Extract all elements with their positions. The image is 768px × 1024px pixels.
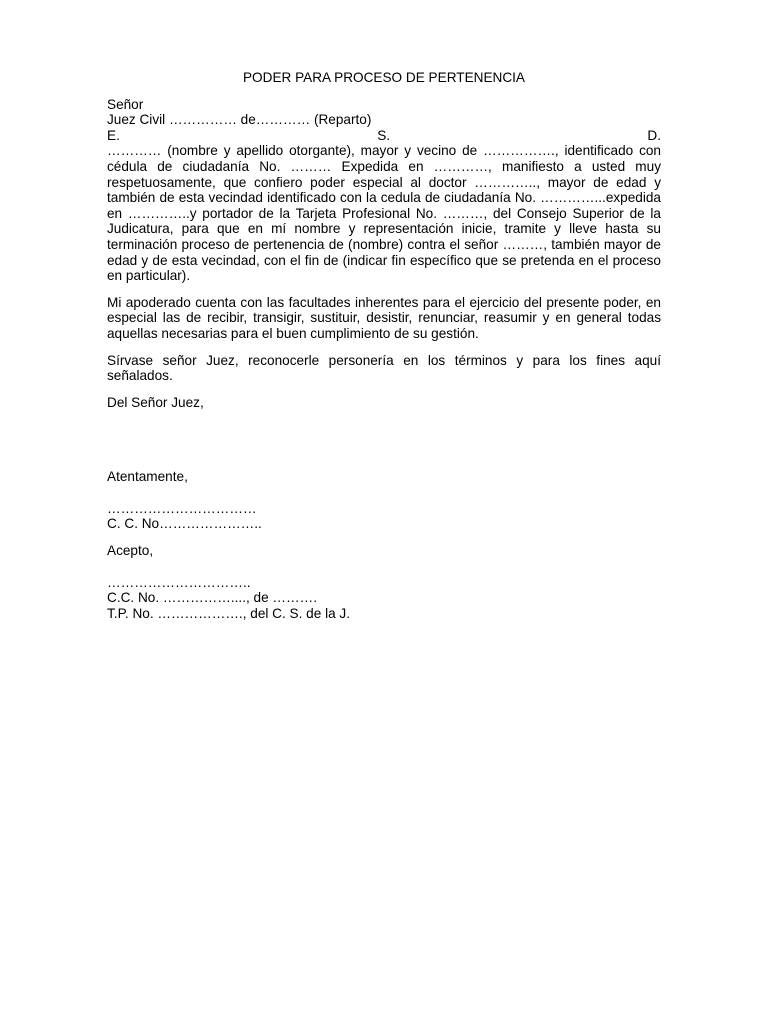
body-paragraph-1: ………… (nombre y apellido otorgante), mayor y vecino de ……………., identificado con cédula de ciudadanía No. ……… Expedida en …………, manifiesto a usted muy respetuosamente, que confiero poder especial al doctor ………….., mayor de edad y también de esta vecindad identificado con la cedula de ciudadanía No. …………...expedida en …………..y portador de la Tarjeta Profesional No. ………, del Consejo Superior de la Judicatura, para que en mí nombre y representación inicie, tramite y lleve hasta su terminación proceso de pertenencia de (nombre) contra el señor ………, también mayor de edad y de esta vecindad, con el fin de (indicar fin específico que se pretenda en el proceso en particular). [107, 143, 661, 284]
attorney-id-line: C.C. No. ……………...., de ………. [107, 590, 317, 606]
attorney-signature-line: ………………………….. [107, 574, 251, 590]
regards-line: Atentamente, [107, 469, 188, 485]
document-page [107, 70, 661, 621]
esd-s: S. [377, 127, 391, 143]
attorney-tp-line: T.P. No. ………………., del C. S. de la J. [107, 605, 351, 621]
esd-line [107, 128, 661, 144]
accept-label: Acepto, [107, 543, 154, 559]
esd-e: E. [107, 127, 120, 143]
salutation: Señor [107, 96, 144, 112]
document-title: PODER PARA PROCESO DE PERTENENCIA [242, 70, 525, 85]
grantor-signature-line: …………………………… [107, 500, 257, 516]
body-paragraph-3: Sírvase señor Juez, reconocerle personería en los términos y para los fines aquí señalados. [107, 352, 661, 384]
esd-d: D. [647, 127, 661, 143]
closing-line: Del Señor Juez, [107, 394, 204, 410]
grantor-id-line: C. C. No………………….. [107, 516, 262, 532]
body-paragraph-2: Mi apoderado cuenta con las facultades inherentes para el ejercicio del presente poder, en especial las de recibir, transigir, sustituir, desistir, renunciar, reasumir y en general todas aquellas necesarias para el buen cumplimiento de su gestión. [107, 294, 661, 341]
court-line: Juez Civil …………… de………… (Reparto) [107, 112, 372, 128]
